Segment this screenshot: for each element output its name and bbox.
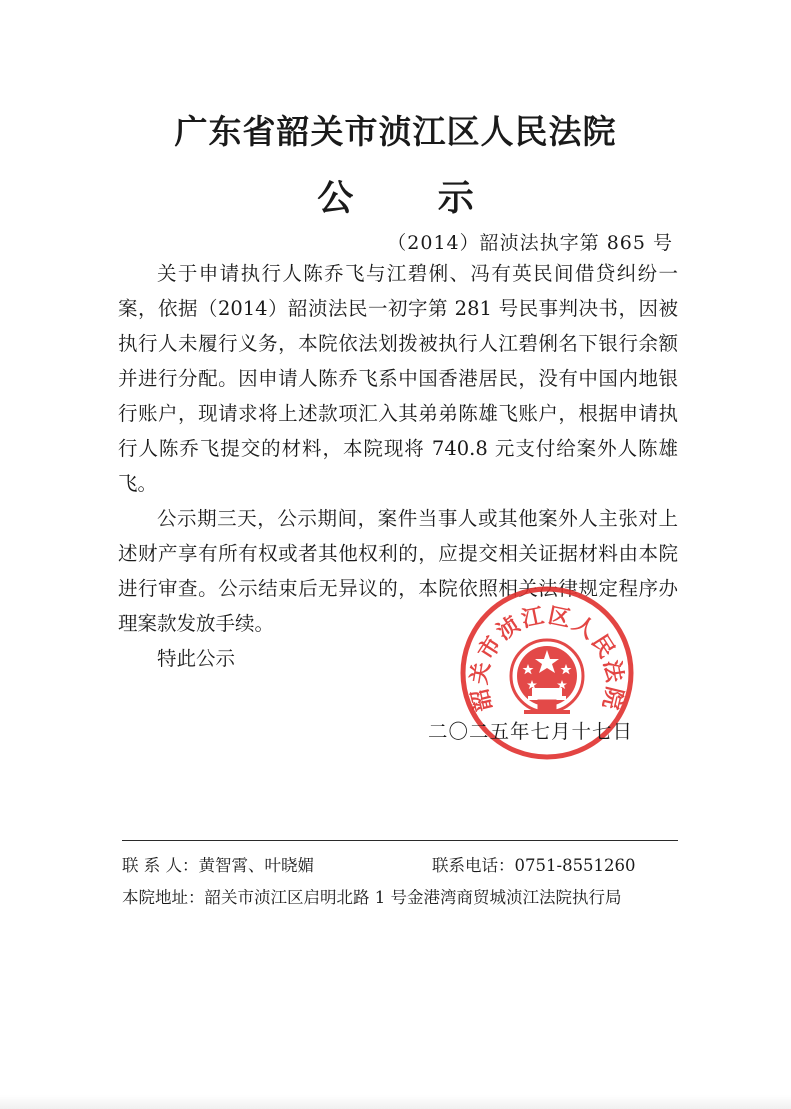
footer-contact-row [122, 852, 682, 876]
footer-divider [122, 840, 678, 841]
notice-paragraph-closing: 特此公示 [157, 647, 236, 670]
notice-paragraph-period: 公示期三天，公示期间，案件当事人或其他案外人主张对上述财产享有所有权或者其他权利的，应提交相关证据材料由本院进行审查。公示结束后无异议的，本院依照相关法律规定程序办理案款发放手续。 [118, 507, 678, 635]
notice-paragraph-main: 关于申请执行人陈乔飞与江碧俐、冯有英民间借贷纠纷一案，依据（2014）韶浈法民一初字第 281 号民事判决书，因被执行人未履行义务，本院依法划拨被执行人江碧俐名下银行余额并进行分配。因申请人陈乔飞系中国香港居民，没有中国内地银行账户，现请求将上述款项汇入其弟弟陈雄飞账户，根据申请执行人陈乔飞提交的材料，本院现将 740.8 元支付给案外人陈雄飞。 [118, 262, 678, 495]
national-emblem-icon [511, 640, 583, 714]
svg-text:韶关市浈江区人民法院: 韶关市浈江区人民法院 [466, 602, 628, 714]
signature-date: 二〇二五年七月十七日 [428, 720, 634, 743]
contact-phone: 联系电话：0751-8551260 [432, 856, 636, 875]
contact-people: 联 系 人：黄智霄、叶晓媚 [122, 856, 314, 875]
scan-edge-shadow [0, 1095, 791, 1109]
court-name-heading: 广东省韶关市浈江区人民法院 [174, 112, 617, 151]
case-number: （2014）韶浈法执字第 865 号 [387, 232, 673, 254]
court-address: 本院地址：韶关市浈江区启明北路 1 号金港湾商贸城浈江法院执行局 [122, 888, 622, 907]
document-title: 公 示 [317, 177, 510, 219]
